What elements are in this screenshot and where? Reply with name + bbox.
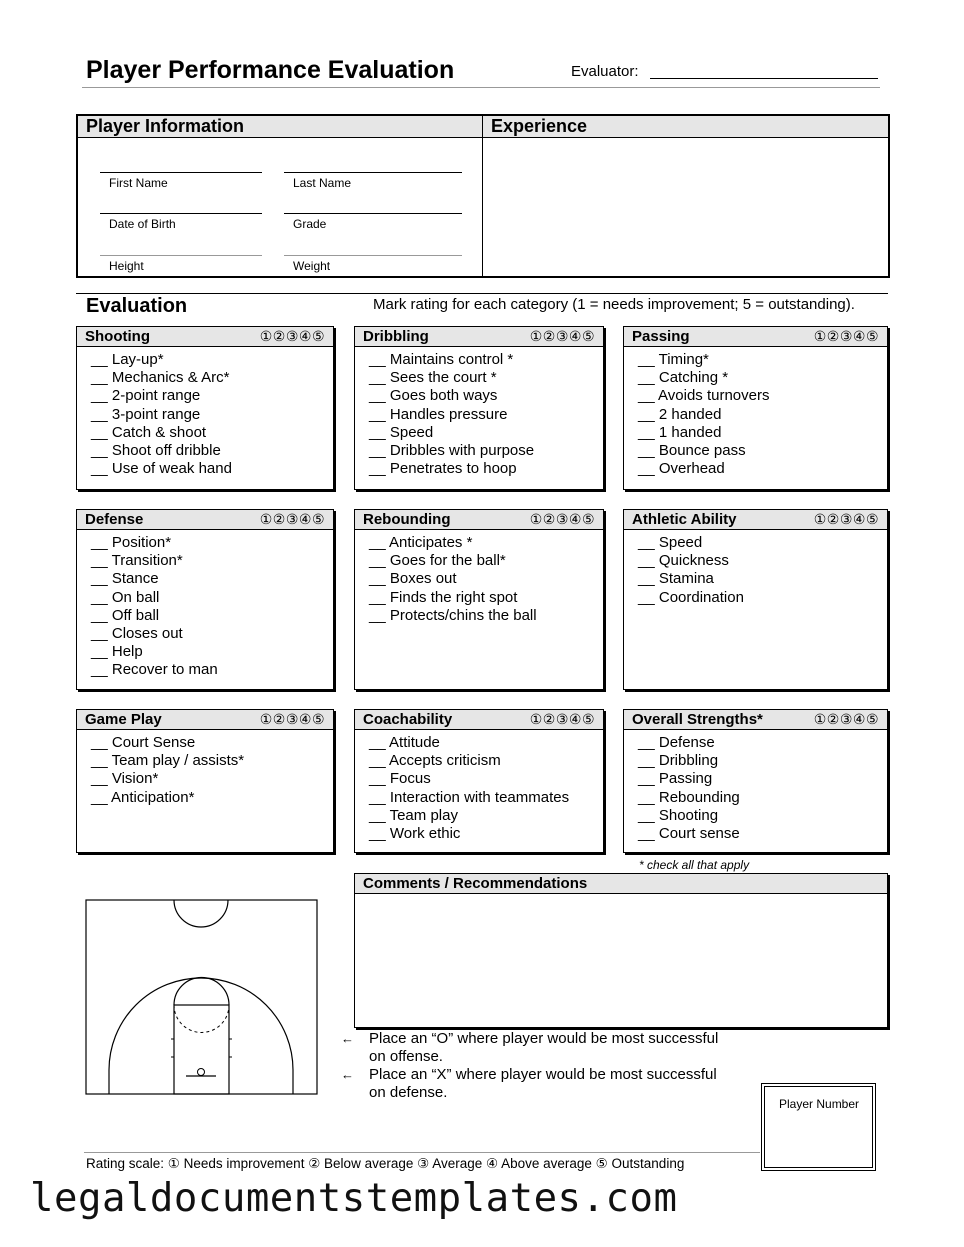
rating-circles[interactable]: ①②③④⑤ bbox=[813, 328, 879, 344]
checklist-item[interactable]: __ On ball bbox=[91, 589, 333, 607]
category-items bbox=[77, 730, 333, 807]
category-box-overall-strengths bbox=[623, 709, 888, 853]
date-of-birth-field[interactable]: Date of Birth bbox=[100, 213, 262, 231]
checklist-item[interactable]: __ 2-point range bbox=[91, 387, 333, 405]
checklist-item[interactable]: __ Transition* bbox=[91, 552, 333, 570]
comments-heading: Comments / Recommendations bbox=[355, 874, 887, 894]
rating-circles[interactable]: ①②③④⑤ bbox=[259, 511, 325, 527]
category-title-text: Athletic Ability bbox=[632, 511, 737, 528]
player-info-heading: Player Information bbox=[78, 116, 482, 138]
checklist-item[interactable]: __ Interaction with teammates bbox=[369, 789, 603, 807]
key-lane bbox=[174, 1005, 229, 1094]
category-title bbox=[77, 710, 333, 730]
checklist-item[interactable]: __ Goes for the ball* bbox=[369, 552, 603, 570]
evaluator-input-line[interactable] bbox=[650, 78, 878, 79]
checklist-item[interactable]: __ Defense bbox=[638, 734, 887, 752]
checklist-item[interactable]: __ Mechanics & Arc* bbox=[91, 369, 333, 387]
first-name-field[interactable]: First Name bbox=[100, 172, 262, 190]
checklist-item[interactable]: __ Goes both ways bbox=[369, 387, 603, 405]
category-items bbox=[77, 347, 333, 478]
checklist-item[interactable]: __ Position* bbox=[91, 534, 333, 552]
category-box-game-play bbox=[76, 709, 334, 853]
checklist-item[interactable]: __ Dribbling bbox=[638, 752, 887, 770]
rating-scale-legend: Rating scale: ① Needs improvement ② Below average ③ Average ④ Above average ⑤ Outstanding bbox=[86, 1156, 685, 1171]
category-box-coachability bbox=[354, 709, 604, 853]
checklist-item[interactable]: __ Passing bbox=[638, 770, 887, 788]
checklist-item[interactable]: __ Off ball bbox=[91, 607, 333, 625]
offense-text bbox=[369, 1030, 718, 1066]
category-items bbox=[624, 530, 887, 607]
checklist-item[interactable]: __ Rebounding bbox=[638, 789, 887, 807]
hoop bbox=[198, 1069, 205, 1076]
category-title-text: Shooting bbox=[85, 328, 150, 345]
checklist-item[interactable]: __ Recover to man bbox=[91, 661, 333, 679]
player-number-label: Player Number bbox=[779, 1097, 860, 1111]
checklist-item[interactable]: __ Anticipation* bbox=[91, 789, 333, 807]
category-title bbox=[77, 327, 333, 347]
comments-box bbox=[354, 873, 888, 1028]
checklist-item[interactable]: __ Lay-up* bbox=[91, 351, 333, 369]
weight-field[interactable]: Weight bbox=[284, 255, 462, 273]
category-title-text: Overall Strengths* bbox=[632, 711, 763, 728]
category-box-rebounding bbox=[354, 509, 604, 690]
checklist-item[interactable]: __ Catch & shoot bbox=[91, 424, 333, 442]
category-items bbox=[355, 530, 603, 625]
checklist-item[interactable]: __ Overhead bbox=[638, 460, 887, 478]
checklist-item[interactable]: __ 2 handed bbox=[638, 406, 887, 424]
category-title bbox=[77, 510, 333, 530]
category-box-athletic-ability bbox=[623, 509, 888, 690]
checklist-item[interactable]: __ Dribbles with purpose bbox=[369, 442, 603, 460]
defense-line-2: on defense. bbox=[369, 1084, 448, 1101]
defense-text bbox=[369, 1066, 717, 1102]
rating-circles[interactable]: ①②③④⑤ bbox=[813, 511, 879, 527]
check-all-note: * check all that apply bbox=[639, 858, 750, 872]
offense-line-1: Place an “O” where player would be most successful bbox=[369, 1030, 719, 1047]
category-title-text: Rebounding bbox=[363, 511, 451, 528]
rating-circles[interactable]: ①②③④⑤ bbox=[259, 711, 325, 727]
checklist-item[interactable]: __ Vision* bbox=[91, 770, 333, 788]
category-title-text: Coachability bbox=[363, 711, 453, 728]
defense-line-1: Place an “X” where player would be most successful bbox=[369, 1066, 717, 1083]
checklist-item[interactable]: __ Timing* bbox=[638, 351, 887, 369]
left-arrow-icon: ← bbox=[341, 1031, 354, 1046]
checklist-item[interactable]: __ Team play / assists* bbox=[91, 752, 333, 770]
footer-divider bbox=[84, 1152, 760, 1153]
category-title bbox=[624, 710, 887, 730]
checklist-item[interactable]: __ Work ethic bbox=[369, 825, 603, 843]
category-title-text: Defense bbox=[85, 511, 144, 528]
comments-textarea[interactable] bbox=[355, 895, 887, 1027]
checklist-item[interactable]: __ Court Sense bbox=[91, 734, 333, 752]
checklist-item[interactable]: __ 3-point range bbox=[91, 406, 333, 424]
checklist-item[interactable]: __ Speed bbox=[638, 534, 887, 552]
rating-circles[interactable]: ①②③④⑤ bbox=[813, 711, 879, 727]
category-title-text: Passing bbox=[632, 328, 690, 345]
checklist-item[interactable]: __ 1 handed bbox=[638, 424, 887, 442]
evaluator-label: Evaluator: bbox=[571, 63, 639, 80]
category-items bbox=[355, 730, 603, 843]
center-circle bbox=[174, 900, 228, 927]
evaluation-divider bbox=[76, 293, 888, 294]
checklist-item[interactable]: __ Anticipates * bbox=[369, 534, 603, 552]
checklist-item[interactable]: __ Court sense bbox=[638, 825, 887, 843]
checklist-item[interactable]: __ Attitude bbox=[369, 734, 603, 752]
category-box-defense bbox=[76, 509, 334, 690]
site-watermark: legaldocumentstemplates.com bbox=[30, 1176, 678, 1221]
category-items bbox=[624, 347, 887, 478]
page-title: Player Performance Evaluation bbox=[86, 56, 455, 84]
checklist-item[interactable]: __ Sees the court * bbox=[369, 369, 603, 387]
checklist-item[interactable]: __ Finds the right spot bbox=[369, 589, 603, 607]
checklist-item[interactable]: __ Shooting bbox=[638, 807, 887, 825]
category-items bbox=[77, 530, 333, 680]
category-title bbox=[624, 327, 887, 347]
free-throw-circle bbox=[174, 978, 229, 1005]
grade-field[interactable]: Grade bbox=[284, 213, 462, 231]
checklist-item[interactable]: __ Use of weak hand bbox=[91, 460, 333, 478]
checklist-item[interactable]: __ Closes out bbox=[91, 625, 333, 643]
checklist-item[interactable]: __ Team play bbox=[369, 807, 603, 825]
defense-instruction bbox=[341, 1066, 354, 1084]
evaluation-instruction: Mark rating for each category (1 = needs improvement; 5 = outstanding). bbox=[373, 296, 855, 313]
category-title bbox=[355, 510, 603, 530]
checklist-item[interactable]: __ Shoot off dribble bbox=[91, 442, 333, 460]
rating-circles[interactable]: ①②③④⑤ bbox=[529, 328, 595, 344]
experience-heading: Experience bbox=[483, 116, 888, 138]
category-box-dribbling bbox=[354, 326, 604, 490]
checklist-item[interactable]: __ Focus bbox=[369, 770, 603, 788]
height-field[interactable]: Height bbox=[100, 255, 262, 273]
rating-circles[interactable]: ①②③④⑤ bbox=[259, 328, 325, 344]
checklist-item[interactable]: __ Bounce pass bbox=[638, 442, 887, 460]
rating-circles[interactable]: ①②③④⑤ bbox=[529, 511, 595, 527]
experience-textarea[interactable] bbox=[483, 138, 888, 276]
player-number-box[interactable] bbox=[761, 1083, 876, 1171]
checklist-item[interactable]: __ Stamina bbox=[638, 570, 887, 588]
checklist-item[interactable]: __ Speed bbox=[369, 424, 603, 442]
category-title-text: Game Play bbox=[85, 711, 162, 728]
checklist-item[interactable]: __ Handles pressure bbox=[369, 406, 603, 424]
player-info-section bbox=[76, 114, 890, 278]
checklist-item[interactable]: __ Penetrates to hoop bbox=[369, 460, 603, 478]
category-title bbox=[624, 510, 887, 530]
checklist-item[interactable]: __ Help bbox=[91, 643, 333, 661]
category-items bbox=[355, 347, 603, 478]
checklist-item[interactable]: __ Maintains control * bbox=[369, 351, 603, 369]
offense-line-2: on offense. bbox=[369, 1048, 443, 1065]
checklist-item[interactable]: __ Catching * bbox=[638, 369, 887, 387]
header-divider bbox=[82, 87, 880, 88]
category-title-text: Dribbling bbox=[363, 328, 429, 345]
evaluation-heading: Evaluation bbox=[86, 295, 188, 317]
category-title bbox=[355, 710, 603, 730]
category-title bbox=[355, 327, 603, 347]
checklist-item[interactable]: __ Boxes out bbox=[369, 570, 603, 588]
checklist-item[interactable]: __ Stance bbox=[91, 570, 333, 588]
last-name-field[interactable]: Last Name bbox=[284, 172, 462, 190]
checklist-item[interactable]: __ Protects/chins the ball bbox=[369, 607, 603, 625]
category-items bbox=[624, 730, 887, 843]
left-arrow-icon: ← bbox=[341, 1067, 354, 1082]
offense-instruction bbox=[341, 1030, 354, 1048]
checklist-item[interactable]: __ Accepts criticism bbox=[369, 752, 603, 770]
checklist-item[interactable]: __ Avoids turnovers bbox=[638, 387, 887, 405]
category-box-passing bbox=[623, 326, 888, 490]
checklist-item[interactable]: __ Quickness bbox=[638, 552, 887, 570]
rating-circles[interactable]: ①②③④⑤ bbox=[529, 711, 595, 727]
half-court-diagram[interactable] bbox=[85, 899, 319, 1096]
checklist-item[interactable]: __ Coordination bbox=[638, 589, 887, 607]
category-box-shooting bbox=[76, 326, 334, 490]
